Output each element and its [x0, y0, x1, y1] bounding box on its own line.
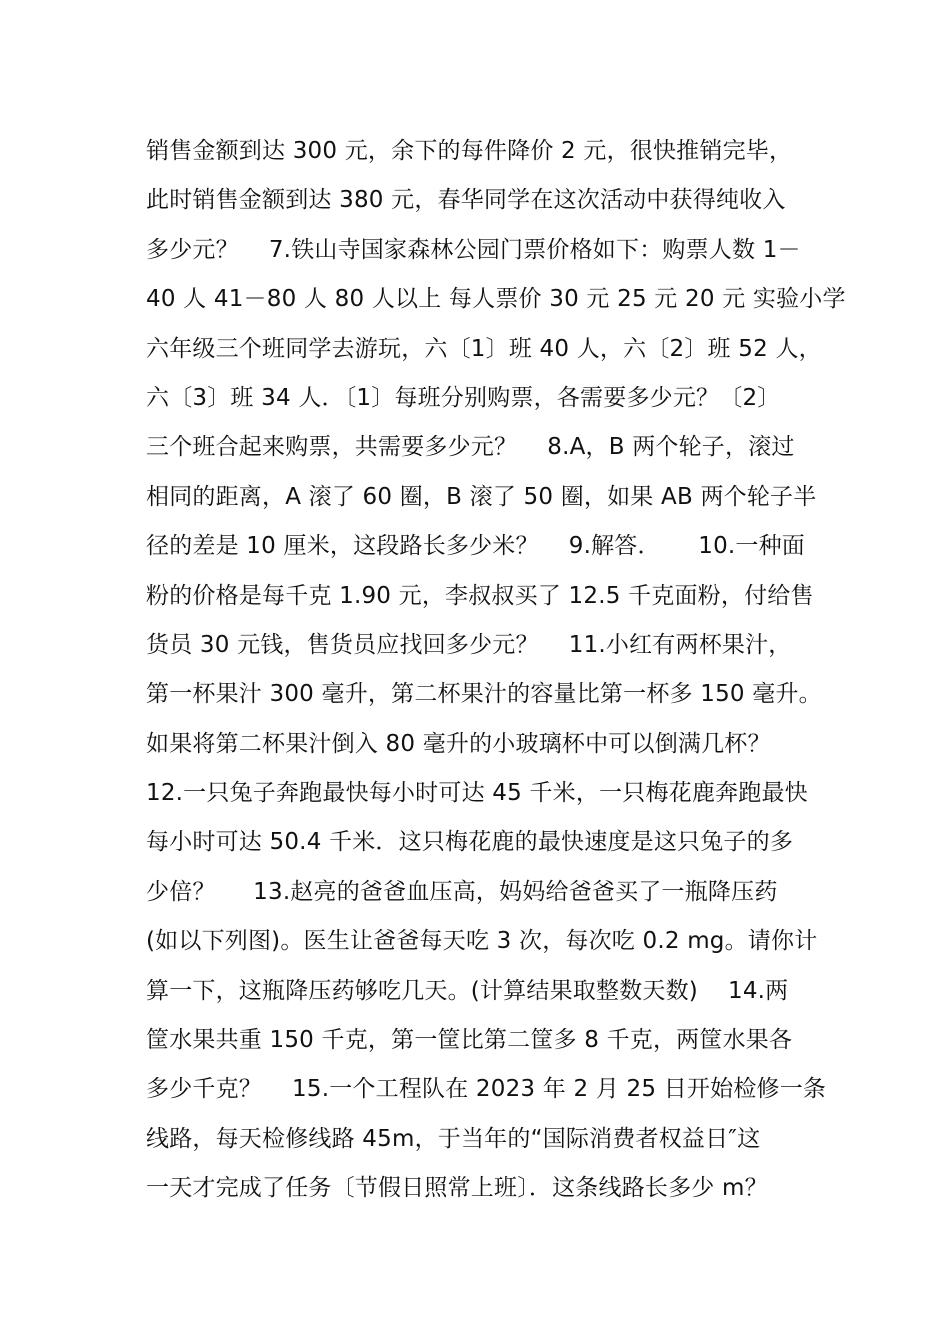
text-line-15: 每小时可达 50.4 千米．这只梅花鹿的最快速度是这只兔子的多	[146, 829, 794, 856]
text-line-20: 多少千克？ 15.一个工程队在 2023 年 2 月 25 日开始检修一条	[146, 1076, 827, 1103]
text-line-2: 此时销售金额到达 380 元，春华同学在这次活动中获得纯收入	[146, 187, 786, 214]
problem-text-block	[146, 127, 846, 1214]
text-line-21: 线路，每天检修线路 45m，于当年的“国际消费者权益日″这	[146, 1125, 761, 1152]
text-line-19: 筐水果共重 150 千克，第一筐比第二筐多 8 千克，两筐水果各	[146, 1027, 793, 1054]
text-line-4: 40 人 41－80 人 80 人以上 每人票价 30 元 25 元 20 元 实验小学	[146, 286, 846, 313]
text-line-6: 六〔3〕班 34 人．〔1〕每班分别购票，各需要多少元？〔2〕	[146, 384, 781, 411]
text-line-16: 少倍？ 13.赵亮的爸爸血压高，妈妈给爸爸买了一瓶降压药	[146, 878, 778, 905]
text-line-22: 一天才完成了任务〔节假日照常上班〕．这条线路长多少 m？	[146, 1175, 768, 1202]
text-line-1: 销售金额到达 300 元，余下的每件降价 2 元，很快推销完毕，	[146, 138, 793, 164]
text-line-10: 粉的价格是每千克 1.90 元，李叔叔买了 12.5 千克面粉，付给售	[146, 582, 814, 609]
text-line-8: 相同的距离，A 滚了 60 圈，B 滚了 50 圈，如果 AB 两个轮子半	[146, 483, 817, 510]
text-line-12: 第一杯果汁 300 毫升，第二杯果汁的容量比第一杯多 150 毫升。	[146, 681, 822, 708]
text-line-13: 如果将第二杯果汁倒入 80 毫升的小玻璃杯中可以倒满几杯？	[146, 730, 771, 757]
text-line-5: 六年级三个班同学去游玩，六〔1〕班 40 人，六〔2〕班 52 人，	[146, 335, 822, 362]
text-line-3: 多少元？ 7.铁山寺国家森林公园门票价格如下：购票人数 1－	[146, 236, 801, 263]
text-line-11: 货员 30 元钱，售货员应找回多少元？ 11.小红有两杯果汁，	[146, 631, 792, 658]
text-line-18: 算一下，这瓶降压药够吃几天。(计算结果取整数天数) 14.两	[146, 977, 789, 1004]
text-line-7: 三个班合起来购票，共需要多少元？ 8.A，B 两个轮子，滚过	[146, 434, 795, 461]
text-line-17: (如以下列图)。医生让爸爸每天吃 3 次，每次吃 0.2 mg。请你计	[146, 928, 818, 955]
text-line-14: 12.一只兔子奔跑最快每小时可达 45 千米，一只梅花鹿奔跑最快	[146, 780, 808, 807]
text-line-9: 径的差是 10 厘米，这段路长多少米？ 9.解答． 10.一种面	[146, 533, 806, 560]
